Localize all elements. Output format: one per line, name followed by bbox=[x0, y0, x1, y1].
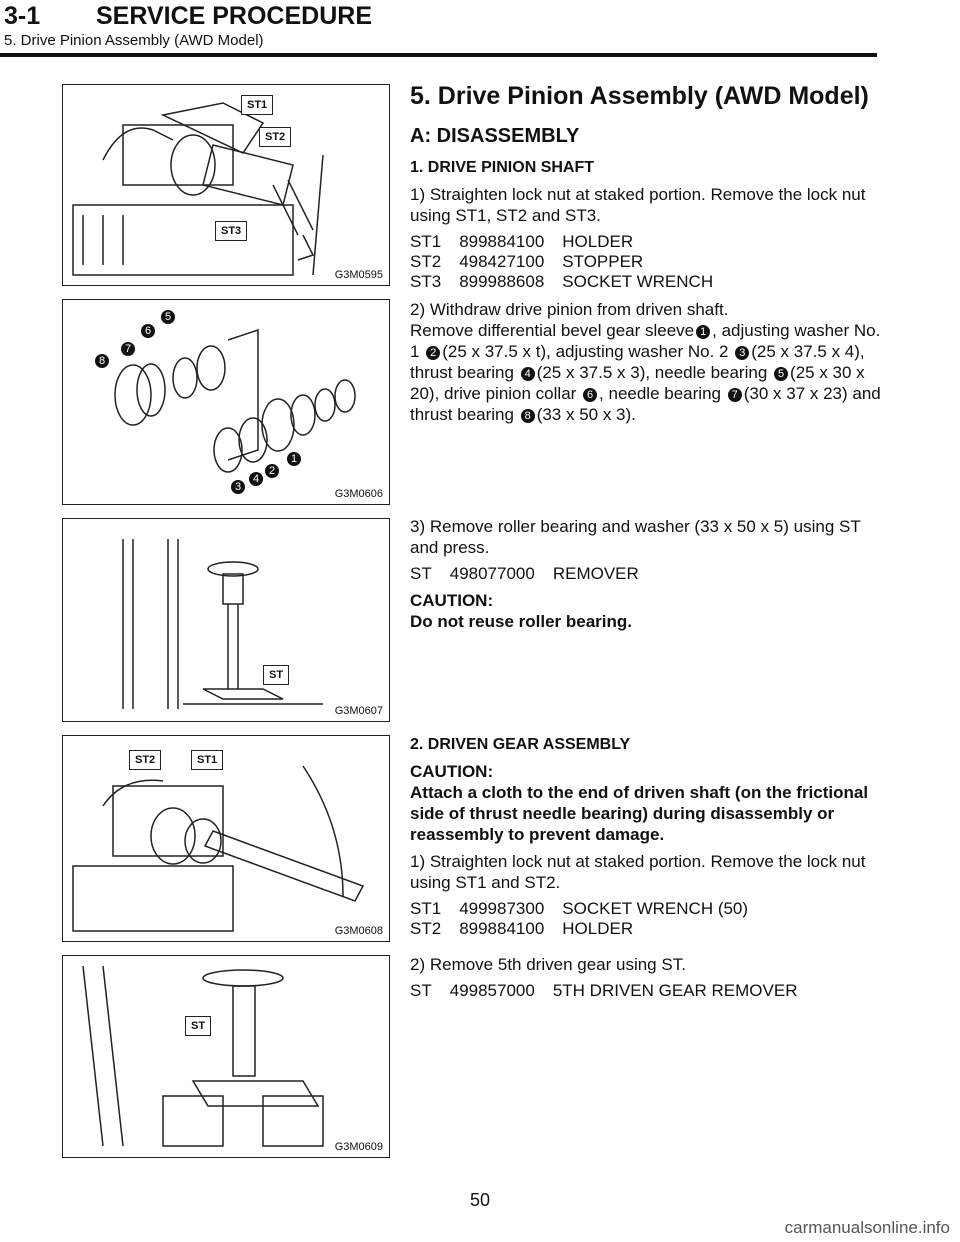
label-st: ST bbox=[263, 665, 289, 685]
figure-4 bbox=[62, 735, 390, 942]
section-subtitle: A: DISASSEMBLY bbox=[410, 125, 580, 147]
tool-num: 899884100 bbox=[459, 919, 545, 938]
label-st1: ST1 bbox=[191, 750, 223, 770]
text: Remove differential bevel gear sleeve bbox=[410, 321, 695, 340]
ref-7: 7 bbox=[728, 388, 742, 402]
figure-5 bbox=[62, 955, 390, 1158]
text-block-3 bbox=[410, 516, 885, 638]
tool-id: ST bbox=[410, 981, 432, 1000]
callout-3: 3 bbox=[231, 480, 245, 494]
callout-6: 6 bbox=[141, 324, 155, 338]
text: (25 x 30 x 20), drive pinion collar bbox=[410, 363, 865, 403]
tool-id: ST bbox=[410, 564, 432, 583]
callout-5: 5 bbox=[161, 310, 175, 324]
tool-table-2 bbox=[410, 564, 657, 584]
figure-5-drawing bbox=[63, 956, 389, 1157]
figure-2 bbox=[62, 299, 390, 505]
tool-row bbox=[410, 919, 766, 939]
tool-id: ST3 bbox=[410, 272, 442, 291]
tool-name: 5TH DRIVEN GEAR REMOVER bbox=[552, 981, 798, 1000]
tool-row bbox=[410, 272, 731, 292]
text: (33 x 50 x 3). bbox=[536, 405, 636, 424]
text-block-2 bbox=[410, 299, 885, 431]
heading-driven-gear-assembly: 2. DRIVEN GEAR ASSEMBLY bbox=[410, 736, 631, 753]
callout-8: 8 bbox=[95, 354, 109, 368]
figure-4-drawing bbox=[63, 736, 389, 941]
tool-name: REMOVER bbox=[552, 564, 639, 583]
tool-id: ST2 bbox=[410, 919, 442, 938]
tool-row bbox=[410, 899, 766, 919]
text-block-1 bbox=[410, 82, 885, 292]
caution-text: Do not reuse roller bearing. bbox=[410, 612, 632, 631]
figure-3-drawing bbox=[63, 519, 389, 721]
text: , adjusting washer No. 1 bbox=[410, 321, 881, 361]
section-number: 3-1 bbox=[4, 2, 41, 30]
text: (25 x 37.5 x 3), needle bearing bbox=[536, 363, 768, 382]
tool-name: SOCKET WRENCH bbox=[562, 272, 714, 291]
figure-3 bbox=[62, 518, 390, 722]
tool-table-4 bbox=[410, 981, 815, 1001]
tool-num: 499987300 bbox=[459, 899, 545, 918]
step-1-2-line1: 2) Withdraw drive pinion from driven shaft. bbox=[410, 300, 729, 319]
step-1-3: 3) Remove roller bearing and washer (33 x 50 x 5) using ST and press. bbox=[410, 517, 861, 557]
text: , needle bearing bbox=[599, 384, 721, 403]
tool-num: 499857000 bbox=[449, 981, 535, 1000]
tool-table-1 bbox=[410, 232, 731, 292]
figure-2-caption: G3M0606 bbox=[334, 488, 383, 500]
step-2-2: 2) Remove 5th driven gear using ST. bbox=[410, 955, 686, 974]
header-rule bbox=[0, 53, 877, 57]
callout-7: 7 bbox=[121, 342, 135, 356]
header-title: SERVICE PROCEDURE bbox=[96, 2, 372, 30]
tool-row bbox=[410, 981, 815, 1001]
tool-name: HOLDER bbox=[562, 232, 634, 251]
tool-table-3 bbox=[410, 899, 766, 939]
callout-1: 1 bbox=[287, 452, 301, 466]
tool-name: SOCKET WRENCH (50) bbox=[562, 899, 749, 918]
figure-1 bbox=[62, 84, 390, 286]
ref-8: 8 bbox=[521, 409, 535, 423]
tool-row bbox=[410, 232, 731, 252]
ref-3: 3 bbox=[735, 346, 749, 360]
label-st1: ST1 bbox=[241, 95, 273, 115]
figure-4-caption: G3M0608 bbox=[334, 925, 383, 937]
label-st2: ST2 bbox=[259, 127, 291, 147]
text-block-4 bbox=[410, 734, 885, 939]
text-block-5 bbox=[410, 954, 885, 1001]
ref-2: 2 bbox=[426, 346, 440, 360]
tool-name: HOLDER bbox=[562, 919, 634, 938]
tool-num: 498077000 bbox=[449, 564, 535, 583]
tool-name: STOPPER bbox=[562, 252, 644, 271]
figure-5-caption: G3M0609 bbox=[334, 1141, 383, 1153]
callout-4: 4 bbox=[249, 472, 263, 486]
tool-id: ST1 bbox=[410, 899, 442, 918]
tool-row bbox=[410, 252, 731, 272]
figure-1-drawing bbox=[63, 85, 389, 285]
caution-text: Attach a cloth to the end of driven shaft (on the frictional side of thrust needle bearing) during disassembly or reassembly to prevent damage. bbox=[410, 783, 869, 844]
section-title: 5. Drive Pinion Assembly (AWD Model) bbox=[410, 82, 869, 110]
figure-2-drawing bbox=[63, 300, 389, 504]
tool-num: 498427100 bbox=[459, 252, 545, 271]
figure-1-caption: G3M0595 bbox=[334, 269, 383, 281]
tool-num: 899884100 bbox=[459, 232, 545, 251]
text: (30 x 37 x 23) and thrust bearing bbox=[410, 384, 881, 424]
tool-id: ST2 bbox=[410, 252, 442, 271]
page-number: 50 bbox=[469, 1190, 491, 1210]
callout-2: 2 bbox=[265, 464, 279, 478]
figure-3-caption: G3M0607 bbox=[334, 705, 383, 717]
label-st2: ST2 bbox=[129, 750, 161, 770]
label-st3: ST3 bbox=[215, 221, 247, 241]
caution-label: CAUTION: bbox=[410, 762, 494, 781]
step-2-1: 1) Straighten lock nut at staked portion. Remove the lock nut using ST1 and ST2. bbox=[410, 852, 866, 892]
step-1-1: 1) Straighten lock nut at staked portion. Remove the lock nut using ST1, ST2 and ST3. bbox=[410, 185, 866, 225]
ref-4: 4 bbox=[521, 367, 535, 381]
tool-id: ST1 bbox=[410, 232, 442, 251]
label-st: ST bbox=[185, 1016, 211, 1036]
step-1-2-body bbox=[410, 320, 885, 425]
caution-label: CAUTION: bbox=[410, 591, 494, 610]
text: (25 x 37.5 x 4), thrust bearing bbox=[410, 342, 865, 382]
heading-drive-pinion-shaft: 1. DRIVE PINION SHAFT bbox=[410, 159, 595, 176]
text: (25 x 37.5 x t), adjusting washer No. 2 bbox=[442, 342, 729, 361]
ref-5: 5 bbox=[774, 367, 788, 381]
tool-num: 899988608 bbox=[459, 272, 545, 291]
ref-1: 1 bbox=[696, 325, 710, 339]
header-subtitle: 5. Drive Pinion Assembly (AWD Model) bbox=[4, 32, 264, 49]
watermark: carmanualsonline.info bbox=[784, 1218, 950, 1237]
tool-row bbox=[410, 564, 657, 584]
ref-6: 6 bbox=[583, 388, 597, 402]
